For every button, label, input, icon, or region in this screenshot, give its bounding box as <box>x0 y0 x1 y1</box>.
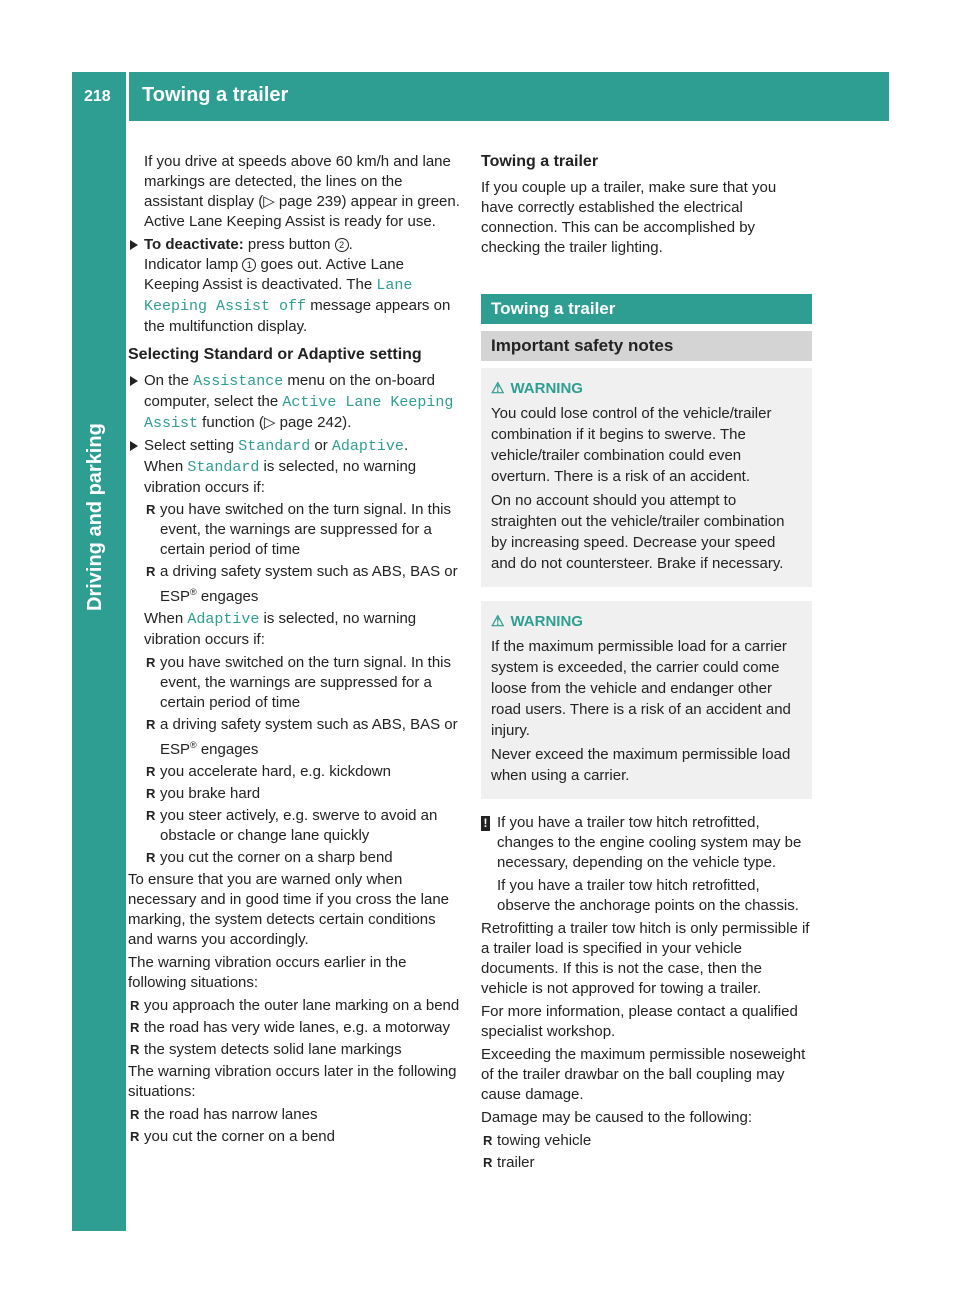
list-item: R you cut the corner on a sharp bend <box>128 848 460 868</box>
header-separator <box>126 72 129 121</box>
section-heading: Towing a trailer <box>481 153 599 170</box>
exceed-paragraph: Exceeding the maximum permissible noseweight of the trailer drawbar on the ball coupling may cause damage. <box>481 1046 806 1103</box>
earlier-list <box>128 996 460 1060</box>
intro-paragraph: If you couple up a trailer, make sure that you have correctly established the electrical connection. This can be accomplished by checking the trailer lighting. <box>481 179 777 256</box>
list-item: R the road has narrow lanes <box>128 1105 460 1125</box>
deactivate-step: To deactivate: press button 2 . Indicator lamp 1 goes out. Active Lane Keeping Assist is deactivated. The Lane Keeping Assist off message appears on the multifunction display. <box>128 235 460 337</box>
indicator-lamp-1-icon: 1 <box>242 258 256 272</box>
page-ref-icon: ▷ <box>263 414 276 431</box>
list-item: R you accelerate hard, e.g. kickdown <box>128 762 460 782</box>
damage-list <box>481 1131 812 1173</box>
list-item: R you have switched on the turn signal. In this event, the warnings are suppressed for a certain period of time <box>128 653 460 713</box>
list-item: R towing vehicle <box>481 1131 812 1151</box>
list-item: R you approach the outer lane marking on a bend <box>128 996 460 1016</box>
later-list <box>128 1105 460 1147</box>
ensure-paragraph: To ensure that you are warned only when necessary and in good time if you cross the lane marking, the system detects certain conditions and warns you accordingly. <box>128 871 450 948</box>
more-info-paragraph: For more information, please contact a qualified specialist workshop. <box>481 1003 798 1040</box>
damage-paragraph: Damage may be caused to the following: <box>481 1109 752 1126</box>
left-column <box>128 152 460 1149</box>
earlier-paragraph: The warning vibration occurs earlier in the following situations: <box>128 954 407 991</box>
display-message-code: Lane Keeping Assist off <box>144 277 413 315</box>
select-step-2: Select setting Standard or Adaptive. When Standard is selected, no warning vibration occurs if: <box>128 436 460 498</box>
section-band: Towing a trailer <box>481 294 812 324</box>
adaptive-paragraph: When Adaptive is selected, no warning vibration occurs if: <box>144 610 417 648</box>
warning-label: WARNING <box>510 380 583 397</box>
later-paragraph: The warning vibration occurs later in the following situations: <box>128 1063 457 1100</box>
section-sidebar <box>72 121 126 1231</box>
adaptive-conditions-list <box>128 653 460 868</box>
page-number: 218 <box>84 88 111 105</box>
list-item: R the system detects solid lane markings <box>128 1040 460 1060</box>
list-item: R you cut the corner on a bend <box>128 1127 460 1147</box>
warning-box: ⚠ WARNING You could lose control of the vehicle/trailer combination if it begins to swerve. The vehicle/trailer combination could even overturn. There is a risk of an accident. On no account should you attempt to straighten out the vehicle/trailer combination by increasing speed. Decrease your speed and do not countersteer. Brake if necessary. <box>481 368 812 587</box>
page-title: Towing a trailer <box>142 84 289 106</box>
retrofit-paragraph: Retrofitting a trailer tow hitch is only permissible if a trailer load is specified in your vehicle documents. If this is not the case, then the vehicle is not approved for towing a trailer. <box>481 920 810 997</box>
section-heading: Selecting Standard or Adaptive setting <box>128 346 422 363</box>
page-header <box>72 72 889 121</box>
list-item: R a driving safety system such as ABS, BAS or ESP® engages <box>128 715 460 760</box>
standard-conditions-list <box>128 500 460 607</box>
warning-box: ⚠ WARNING If the maximum permissible load for a carrier system is exceeded, the carrier could come loose from the vehicle and endanger other road users. There is a risk of an accident and injury. Never exceed the maximum permissible load when using a carrier. <box>481 601 812 799</box>
right-column <box>481 152 812 1175</box>
notice-exclamation-icon: ! <box>481 816 490 831</box>
list-item: R you brake hard <box>128 784 460 804</box>
warning-label: WARNING <box>510 613 583 630</box>
subsection-band: Important safety notes <box>481 331 812 361</box>
warning-triangle-icon: ⚠ <box>491 613 505 630</box>
list-item: R a driving safety system such as ABS, BAS or ESP® engages <box>128 562 460 607</box>
notice-block: ! If you have a trailer tow hitch retrofitted, changes to the engine cooling system may be necessary, depending on the vehicle type. If you have a trailer tow hitch retrofitted, observe the anchorage points on the chassis. <box>481 813 812 916</box>
list-item: R you steer actively, e.g. swerve to avoid an obstacle or change lane quickly <box>128 806 460 846</box>
select-step-1: On the Assistance menu on the on-board computer, select the Active Lane Keeping Assist function (▷ page 242). <box>128 371 460 434</box>
intro-paragraph: If you drive at speeds above 60 km/h and lane markings are detected, the lines on the assistant display (▷ page 239) appear in green. Active Lane Keeping Assist is ready for use. <box>144 153 460 230</box>
button-2-icon: 2 <box>335 238 349 252</box>
warning-triangle-icon: ⚠ <box>491 380 505 397</box>
list-item: R the road has very wide lanes, e.g. a motorway <box>128 1018 460 1038</box>
page-ref-icon: ▷ <box>263 193 275 210</box>
list-item: R you have switched on the turn signal. In this event, the warnings are suppressed for a certain period of time <box>128 500 460 560</box>
section-label: Driving and parking <box>84 423 106 611</box>
list-item: R trailer <box>481 1153 812 1173</box>
